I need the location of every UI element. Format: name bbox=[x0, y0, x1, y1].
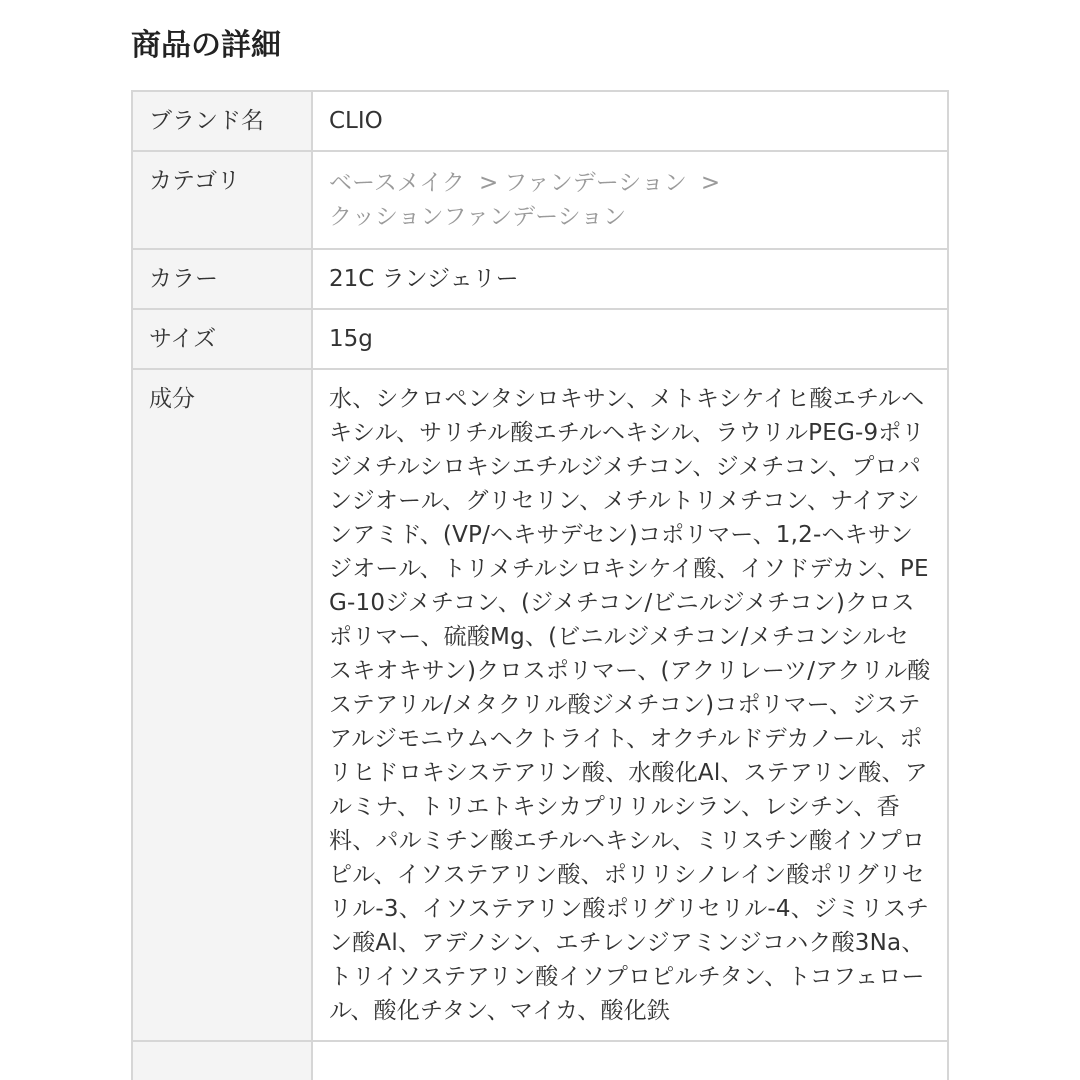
brand-value bbox=[312, 91, 948, 151]
product-details-table bbox=[131, 90, 949, 1080]
brand-link[interactable]: CLIO bbox=[329, 108, 383, 134]
size-label: サイズ bbox=[132, 309, 312, 369]
next-row-value bbox=[312, 1041, 948, 1080]
ingredients-value: 水、シクロペンタシロキサン、メトキシケイヒ酸エチルヘキシル、サリチル酸エチルヘキシル、ラウリルPEG-9ポリジメチルシロキシエチルジメチコン、ジメチコン、プロパンジオール、グリセリン、メチルトリメチコン、ナイアシンアミド、(VP/ヘキサデセン)コポリマー、1,2-ヘキサンジオール、トリメチルシロキシケイ酸、イソドデカン、PEG-10ジメチコン、(ジメチコン/ビニルジメチコン)クロスポリマー、硫酸Mg、(ビニルジメチコン/メチコンシルセスキオキサン)クロスポリマー、(アクリレーツ/アクリル酸ステアリル/メタクリル酸ジメチコン)コポリマー、ジステアルジモニウムヘクトライト、オクチルドデカノール、ポリヒドロキシステアリン酸、水酸化Al、ステアリン酸、アルミナ、トリエトキシカプリリルシラン、レシチン、香料、パルミチン酸エチルヘキシル、ミリスチン酸イソプロピル、イソステアリン酸、ポリリシノレイン酸ポリグリセリル-3、イソステアリン酸ポリグリセリル-4、ジミリスチン酸Al、アデノシン、エチレンジアミンジコハク酸3Na、トリイソステアリン酸イソプロピルチタン、トコフェロール、酸化チタン、マイカ、酸化鉄 bbox=[312, 369, 948, 1041]
brand-label: ブランド名 bbox=[132, 91, 312, 151]
section-title: 商品の詳細 bbox=[131, 28, 281, 63]
table-row-ingredients bbox=[132, 369, 948, 1041]
table-row-brand bbox=[132, 91, 948, 151]
category-label: カテゴリ bbox=[132, 151, 312, 249]
table-row-color bbox=[132, 249, 948, 309]
ingredients-label: 成分 bbox=[132, 369, 312, 1041]
category-crumb-cushion-foundation[interactable]: クッションファンデーション bbox=[329, 204, 627, 230]
chevron-right-icon: > bbox=[478, 170, 499, 196]
chevron-right-icon: > bbox=[700, 170, 721, 196]
table-row-next bbox=[132, 1041, 948, 1080]
category-breadcrumb bbox=[312, 151, 948, 249]
table-row-size bbox=[132, 309, 948, 369]
color-label: カラー bbox=[132, 249, 312, 309]
category-crumb-base-makeup[interactable]: ベースメイク bbox=[329, 170, 465, 196]
size-value: 15g bbox=[312, 309, 948, 369]
color-value: 21C ランジェリー bbox=[312, 249, 948, 309]
next-row-label bbox=[132, 1041, 312, 1080]
category-crumb-foundation[interactable]: ファンデーション bbox=[504, 170, 687, 196]
table-row-category bbox=[132, 151, 948, 249]
